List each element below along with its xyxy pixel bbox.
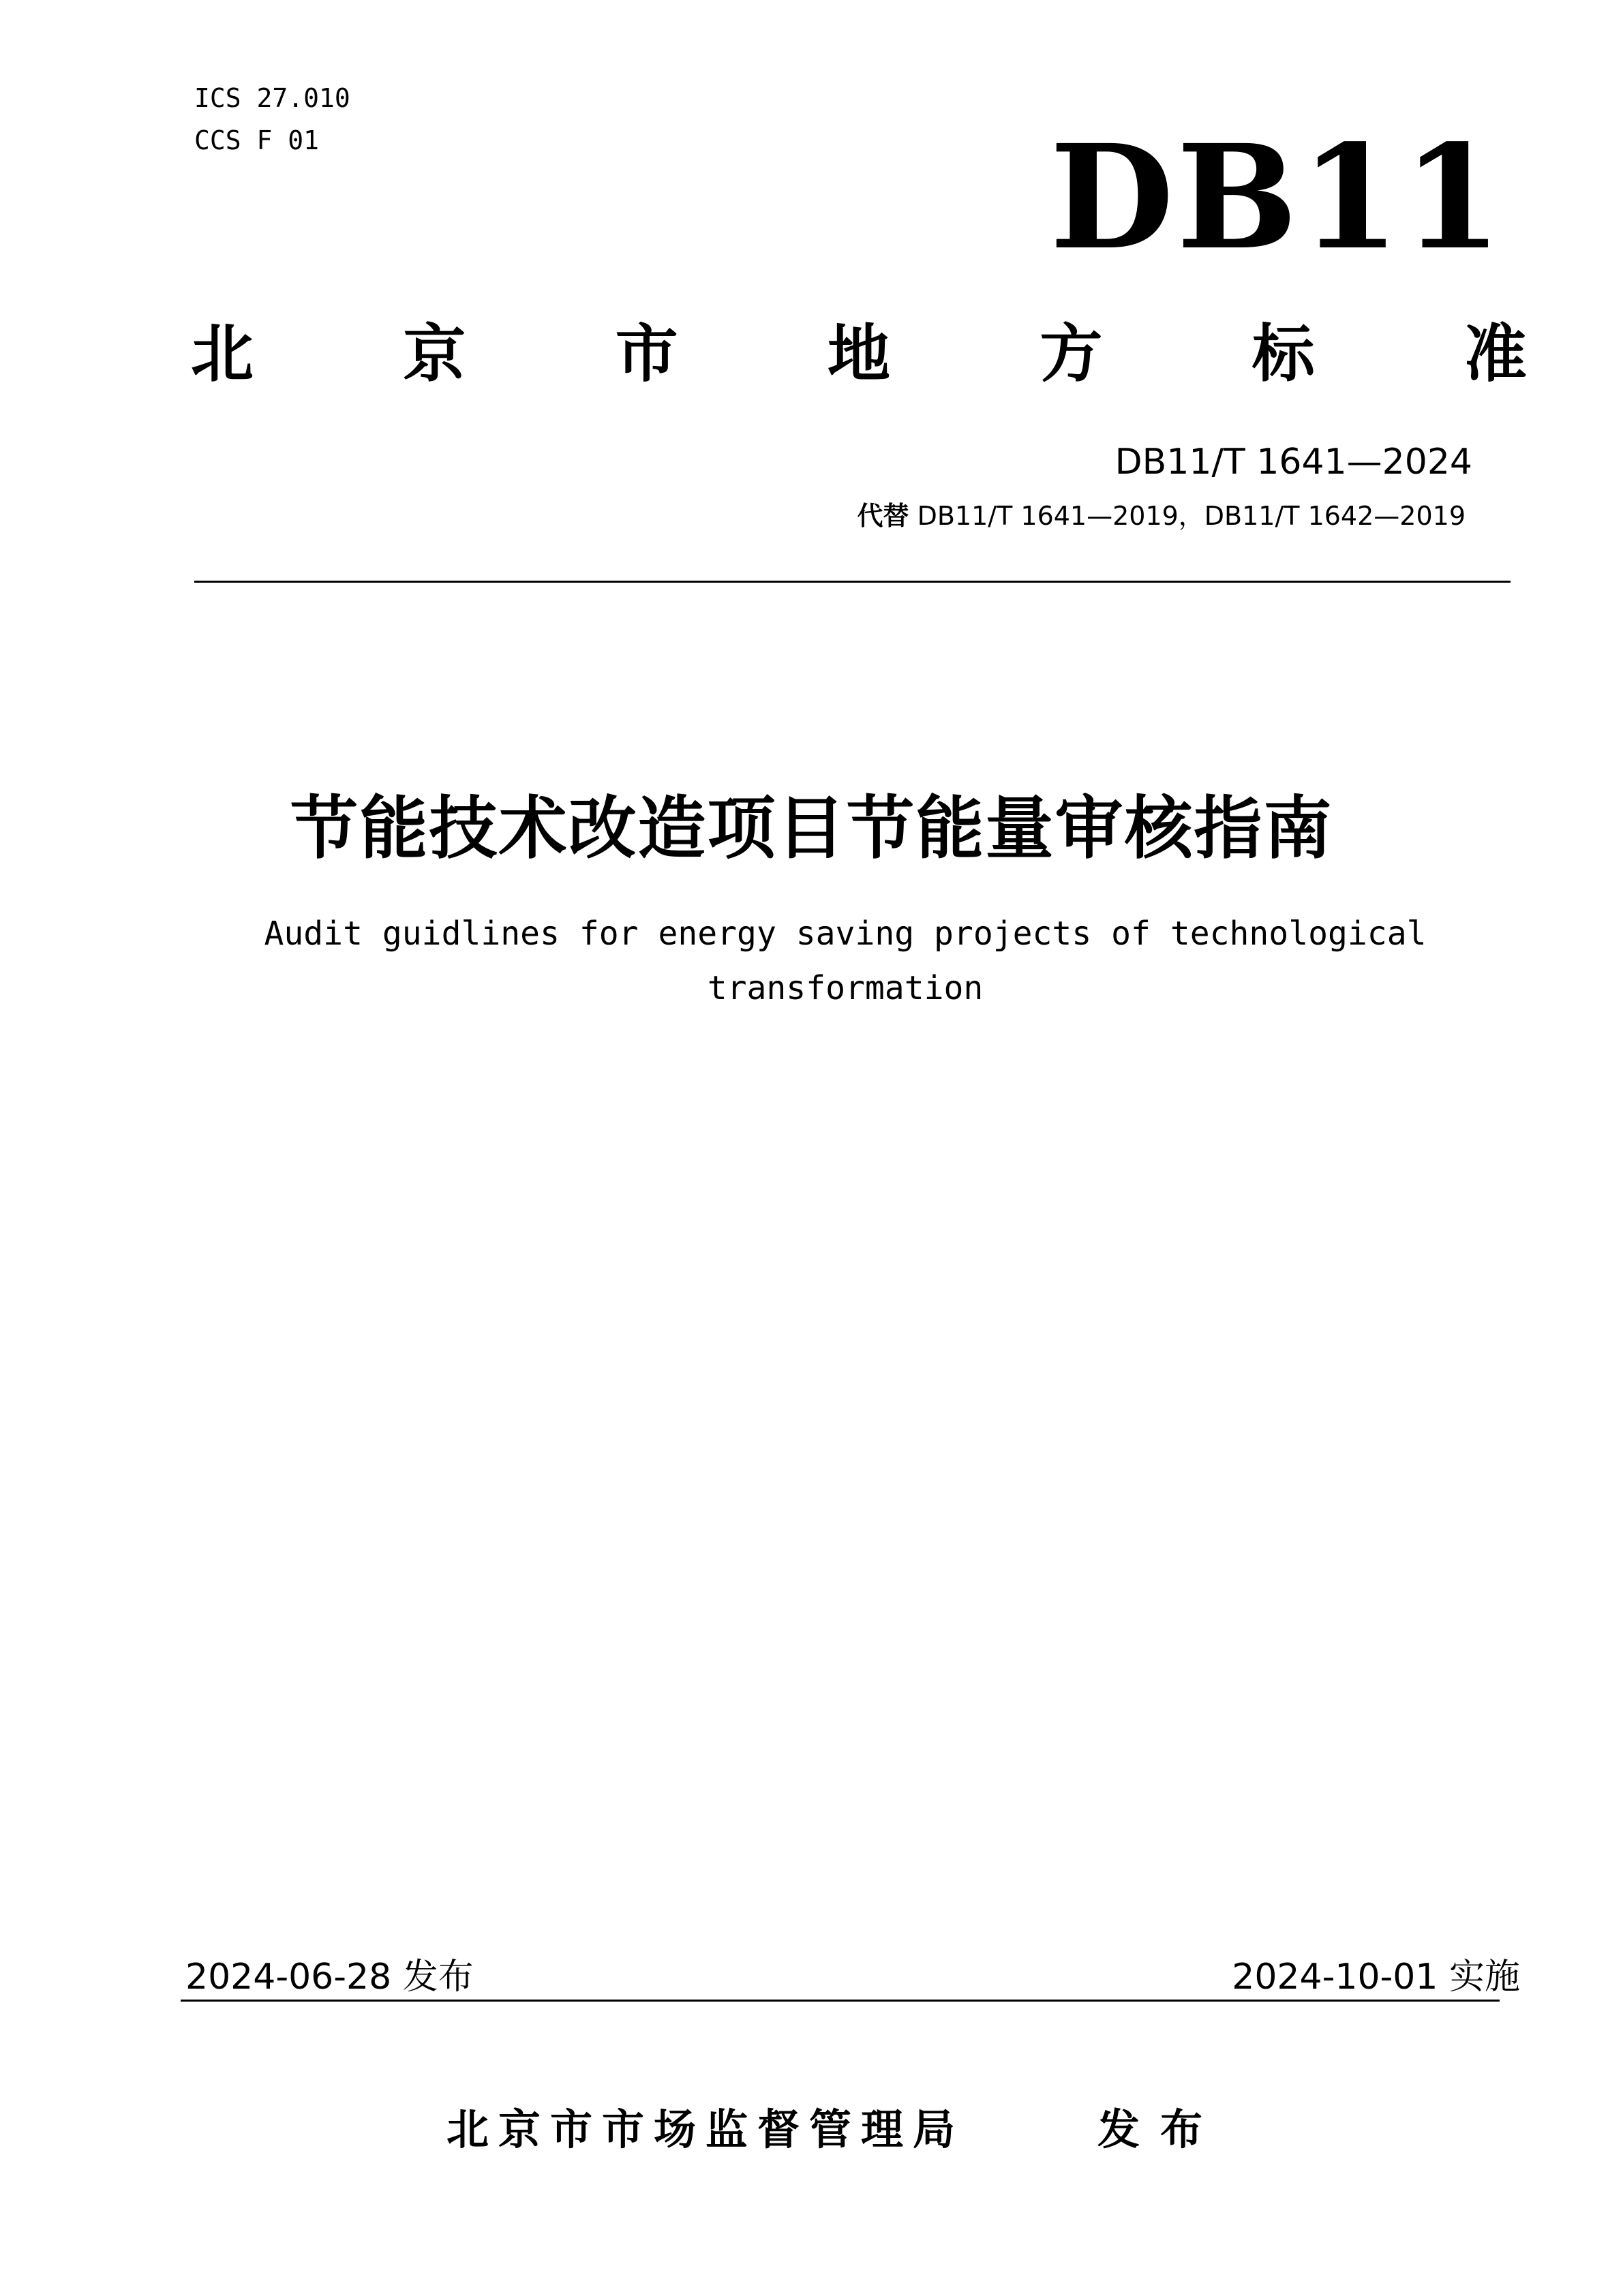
title-english-line-2: transformation <box>707 969 984 1007</box>
standard-type-char: 标 <box>1252 318 1315 391</box>
standard-type-char: 京 <box>403 318 466 391</box>
standard-type-char: 北 <box>191 318 254 391</box>
issue-action: 发布 <box>1097 2104 1224 2154</box>
ics-code: ICS 27.010 <box>194 83 350 113</box>
title-english <box>259 906 1431 1015</box>
standard-type-char: 市 <box>615 318 678 391</box>
issuing-authority: 北京市市场监督管理局 <box>446 2104 965 2154</box>
replaces-codes: DB11/T 1641—2019，DB11/T 1642—2019 <box>917 501 1466 531</box>
title-english-line-1: Audit guidlines for energy saving projects of technological <box>264 915 1427 953</box>
db11-logo: DB11 <box>1050 113 1505 281</box>
publish-date: 2024-06-28 发布 <box>185 1957 474 1997</box>
ccs-code: CCS F 01 <box>194 125 320 155</box>
standard-type-char: 地 <box>827 318 890 391</box>
standard-number: DB11/T 1641—2024 <box>1114 442 1472 483</box>
standard-type-char: 准 <box>1463 318 1527 391</box>
standard-type-char: 方 <box>1040 318 1103 391</box>
top-divider <box>194 581 1511 583</box>
replaces-line <box>784 495 1466 532</box>
implementation-date: 2024-10-01 实施 <box>1232 1957 1520 1997</box>
standard-type-heading <box>191 313 1527 395</box>
bottom-divider <box>181 2000 1500 2002</box>
title-chinese: 节能技术改造项目节能量审核指南 <box>290 789 1333 868</box>
replaces-label: 代替 <box>857 501 909 531</box>
